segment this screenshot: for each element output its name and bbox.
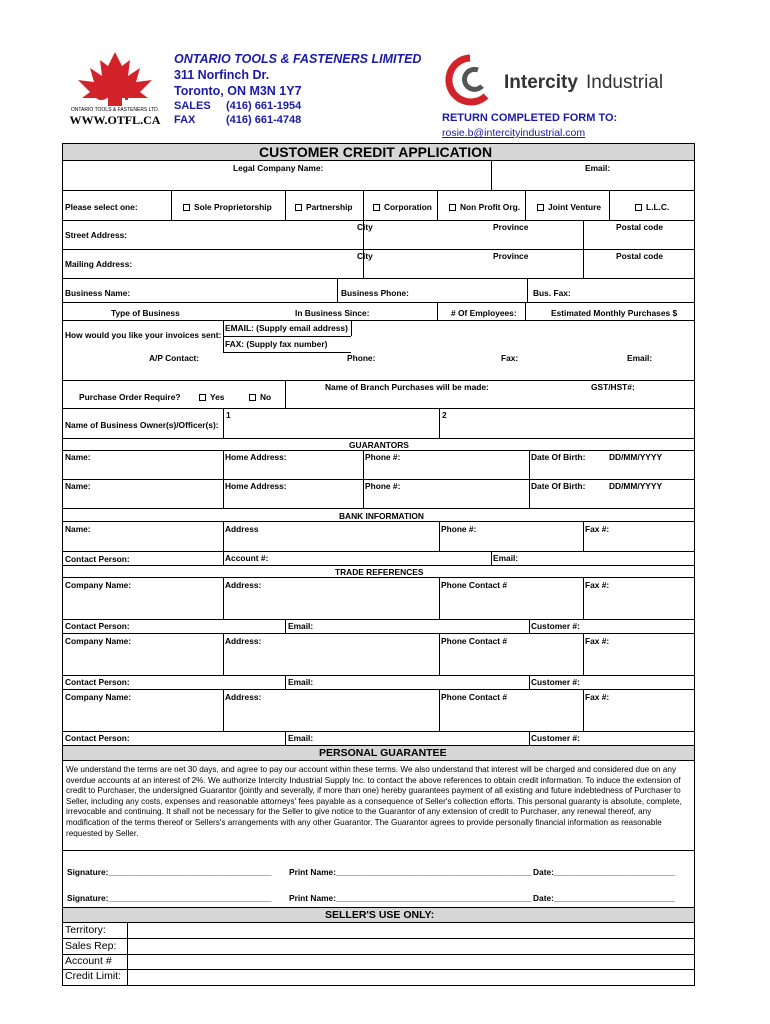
entity-label: L.L.C. — [646, 202, 670, 212]
bank-phone-label: Phone #: — [441, 524, 477, 534]
ref-1-fax-label: Fax #: — [585, 580, 610, 590]
ref-1-contact-label: Contact Person: — [65, 621, 130, 631]
entity-joint-venture[interactable] — [537, 202, 601, 212]
trade-refs-heading: TRADE REFERENCES — [335, 567, 424, 577]
form-title: CUSTOMER CREDIT APPLICATION — [259, 144, 493, 160]
ref-3-customer-label: Customer #: — [531, 733, 580, 743]
otf-logo-small: ONTARIO TOOLS & FASTENERS LTD. — [70, 107, 160, 113]
email-label: Email: — [585, 163, 611, 173]
guarantor-2-phone-label: Phone #: — [365, 481, 401, 491]
in-business-since-label: In Business Since: — [295, 308, 370, 318]
bank-fax-label: Fax #: — [585, 524, 610, 534]
po-no-option[interactable] — [249, 392, 271, 402]
company-contact — [174, 99, 301, 127]
invoice-email-label: EMAIL: (Supply email address) — [225, 323, 348, 333]
guarantor-1-name-label: Name: — [65, 452, 91, 462]
intercity-brand-a: Intercity — [504, 72, 578, 93]
postal-code-label-1: Postal code — [616, 222, 664, 232]
print-name-1-field[interactable]: Print Name:__________________________________________ — [289, 867, 532, 877]
bank-address-label: Address — [225, 524, 259, 534]
print-name-2-field[interactable]: Print Name:__________________________________________ — [289, 893, 532, 903]
intercity-brand-b: Industrial — [586, 72, 664, 93]
entity-label: Sole Proprietorship — [194, 202, 272, 212]
entity-partnership[interactable] — [295, 202, 353, 212]
ref-2-address-label: Address: — [225, 636, 262, 646]
guarantors-heading: GUARANTORS — [349, 440, 409, 450]
ref-3-email-label: Email: — [288, 733, 314, 743]
owner-1-label: 1 — [226, 410, 231, 420]
bus-fax-label: Bus. Fax: — [533, 288, 571, 298]
company-address-1: 311 Norfinch Dr. — [174, 68, 270, 82]
ref-3-phone-label: Phone Contact # — [441, 692, 508, 702]
branch-label: Name of Branch Purchases will be made: — [325, 382, 489, 392]
checkbox[interactable] — [199, 394, 206, 401]
entity-label: Non Profit Org. — [460, 202, 521, 212]
checkbox[interactable] — [183, 204, 190, 211]
fax-label: FAX — [174, 114, 196, 126]
guarantee-text: We understand the terms are net 30 days, and agree to pay our account within these terms. We also understand that interest will be charged and considered due on any overdue accounts at an interest of 2%. We authorize Intercity Industrial Supply Inc. to contact the above references to obtain credit information. To induce the extension of credit to Purchaser, the undersigned Guarantor (jointly and severally, if more than one) hereby guarantees payment of all existing and future indebtedness of Purchaser to Seller, including any costs, expenses and reasonable attorneys' fees payable as a consequence of Seller's collection efforts. This personal guaranty is absolute, complete, irrevocable and continuing. It shall not be necessary for the Seller to give notice to the Guarantor of any extension of credit to Purchaser, any renewal thereof, any modification of the terms thereof or Sellers's arrangements with any other Guarantor. The Guarantor agrees to provide personally financial information as reasonable requested by Seller. — [66, 765, 682, 838]
ref-1-customer-label: Customer #: — [531, 621, 580, 631]
fax-phone: (416) 661-4748 — [226, 114, 302, 126]
please-select-label: Please select one: — [65, 202, 138, 212]
ap-contact-label: A/P Contact: — [149, 353, 200, 363]
employees-label: # Of Employees: — [451, 308, 517, 318]
guarantor-2-dob-label: Date Of Birth: — [531, 481, 586, 491]
bank-name-label: Name: — [65, 524, 91, 534]
entity-non-profit[interactable] — [449, 202, 520, 212]
otf-logo-text: OTF — [93, 80, 137, 105]
ref-3-address-label: Address: — [225, 692, 262, 702]
ref-2-fax-label: Fax #: — [585, 636, 610, 646]
company-name: ONTARIO TOOLS & FASTENERS LIMITED — [174, 52, 422, 66]
guarantor-2-home-address-label: Home Address: — [225, 481, 287, 491]
company-address-2: Toronto, ON M3N 1Y7 — [174, 84, 302, 98]
bank-contact-label: Contact Person: — [65, 554, 130, 564]
ap-email-label: Email: — [627, 353, 653, 363]
intercity-logo — [442, 52, 682, 108]
city-label-2: City — [357, 251, 373, 261]
guarantor-2-dob-format: DD/MM/YYYY — [609, 481, 663, 491]
estimated-monthly-label: Estimated Monthly Purchases $ — [551, 308, 678, 318]
business-name-label: Business Name: — [65, 288, 131, 298]
legal-company-name-label: Legal Company Name: — [233, 163, 324, 173]
bank-account-label: Account #: — [225, 553, 269, 563]
territory-label: Territory: — [65, 924, 106, 936]
ap-phone-label: Phone: — [347, 353, 376, 363]
company-block — [174, 52, 421, 98]
street-address-label: Street Address: — [65, 230, 128, 240]
ref-1-company-label: Company Name: — [65, 580, 132, 590]
invoice-method-label: How would you like your invoices sent: — [65, 330, 222, 340]
guarantor-2-name-label: Name: — [65, 481, 91, 491]
po-required-label: Purchase Order Require? — [79, 392, 181, 402]
business-phone-label: Business Phone: — [341, 288, 409, 298]
ref-2-company-label: Company Name: — [65, 636, 132, 646]
ref-2-customer-label: Customer #: — [531, 677, 580, 687]
ref-3-company-label: Company Name: — [65, 692, 132, 702]
bank-email-label: Email: — [493, 553, 519, 563]
credit-limit-label: Credit Limit: — [65, 970, 122, 982]
entity-llc[interactable] — [635, 202, 669, 212]
entity-label: Joint Venture — [548, 202, 602, 212]
yes-label: Yes — [210, 392, 225, 402]
gst-label: GST/HST#: — [591, 382, 635, 392]
return-label: RETURN COMPLETED FORM TO: — [442, 112, 618, 124]
owner-2-label: 2 — [442, 410, 447, 420]
guarantor-1-dob-format: DD/MM/YYYY — [609, 452, 663, 462]
signature-2-field[interactable]: Signature:___________________________________ — [67, 893, 272, 903]
entity-sole-proprietorship[interactable] — [183, 202, 272, 212]
date-1-field[interactable]: Date:__________________________ — [533, 867, 676, 877]
ref-3-fax-label: Fax #: — [585, 692, 610, 702]
ref-1-phone-label: Phone Contact # — [441, 580, 508, 590]
city-label-1: City — [357, 222, 373, 232]
mailing-address-label: Mailing Address: — [65, 259, 133, 269]
sellers-use-heading: SELLER'S USE ONLY: — [325, 909, 435, 921]
type-of-business-label: Type of Business — [111, 308, 180, 318]
owners-label: Name of Business Owner(s)/Officer(s): — [65, 420, 219, 430]
credit-application-form — [62, 143, 695, 986]
invoice-fax-label: FAX: (Supply fax number) — [225, 339, 328, 349]
po-yes-option[interactable] — [199, 392, 224, 402]
sales-rep-label: Sales Rep: — [65, 940, 117, 952]
otf-logo — [60, 50, 170, 130]
sales-phone: (416) 661-1954 — [226, 100, 302, 112]
ref-2-contact-label: Contact Person: — [65, 677, 130, 687]
bank-info-heading: BANK INFORMATION — [339, 511, 424, 521]
date-2-field[interactable]: Date:__________________________ — [533, 893, 676, 903]
entity-label: Partnership — [306, 202, 353, 212]
personal-guarantee-heading: PERSONAL GUARANTEE — [319, 747, 447, 759]
postal-code-label-2: Postal code — [616, 251, 664, 261]
checkbox[interactable] — [635, 204, 642, 211]
checkbox[interactable] — [449, 204, 456, 211]
checkbox[interactable] — [295, 204, 302, 211]
signature-1-field[interactable]: Signature:___________________________________ — [67, 867, 272, 877]
guarantor-1-phone-label: Phone #: — [365, 452, 401, 462]
checkbox[interactable] — [373, 204, 380, 211]
checkbox[interactable] — [249, 394, 256, 401]
ref-1-email-label: Email: — [288, 621, 314, 631]
ref-2-phone-label: Phone Contact # — [441, 636, 508, 646]
province-label-2: Province — [493, 251, 529, 261]
return-email-link[interactable]: rosie.b@intercityindustrial.com — [442, 127, 586, 139]
ap-fax-label: Fax: — [501, 353, 519, 363]
ref-3-contact-label: Contact Person: — [65, 733, 130, 743]
province-label-1: Province — [493, 222, 529, 232]
ref-2-email-label: Email: — [288, 677, 314, 687]
entity-corporation[interactable] — [373, 202, 432, 212]
sales-label: SALES — [174, 100, 211, 112]
checkbox[interactable] — [537, 204, 544, 211]
account-label: Account # — [65, 955, 112, 967]
entity-label: Corporation — [384, 202, 432, 212]
otf-logo-url: WWW.OTFL.CA — [69, 113, 161, 127]
guarantor-1-dob-label: Date Of Birth: — [531, 452, 586, 462]
guarantor-1-home-address-label: Home Address: — [225, 452, 287, 462]
no-label: No — [260, 392, 272, 402]
ref-1-address-label: Address: — [225, 580, 262, 590]
